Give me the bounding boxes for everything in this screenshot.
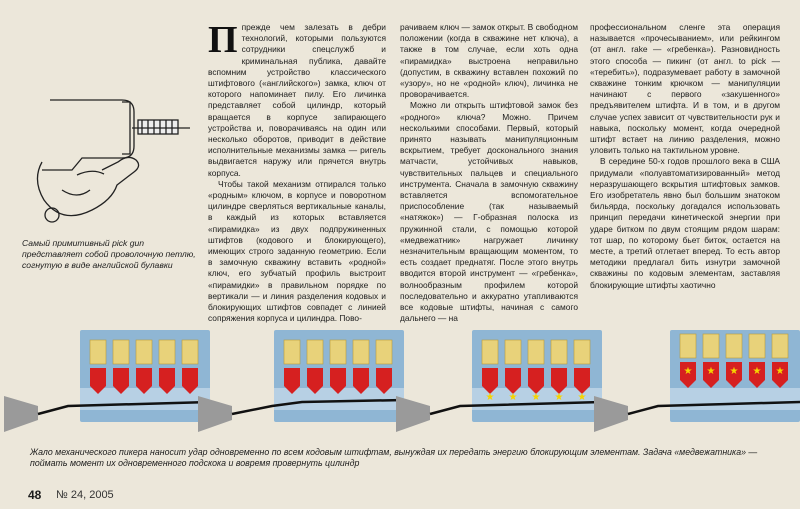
impact-star: ★ [775,366,785,377]
lock-diagram-band [0,322,800,462]
driver-pin [113,340,129,364]
impact-star: ★ [554,392,564,403]
paragraph: рачиваем ключ — замок открыт. В свободном положении (когда в скважине нет ключа), а также в том случае, если хоть одна «пирамидка» выстроена неправильно (допустим, в скважину вставлен похожий по «узору», но не «родной» ключ), личинка не проворачивается. [400,22,578,100]
impact-star: ★ [729,366,739,377]
driver-pin [551,340,567,364]
driver-pin [703,334,719,358]
driver-pin [772,334,788,358]
impact-star: ★ [706,366,716,377]
pick-tool-body [4,396,38,432]
driver-pin [90,340,106,364]
lock-diagram [594,330,800,432]
paragraph: Можно ли открыть штифтовой замок без «родного» ключа? Можно. Причем несколькими способами. Первый, который принято называть манипуляционным вскрытием, требует досконального знания матчасти, устойчивых навыков, чувствительных пальцев и специального инструмента. Сначала в замочную скважину вставляется вспомогательное приспособление (так называемый «натяжок») — Г-образная полоска из пружинной стали, с помощью которой «медвежатник» нагружает личинку незначительным вращающим моментом, то есть создает преднатяг. После этого внутрь вводится второй инструмент — «гребенка», волнообразным профилем которой последовательно и аккуратно утапливаются все кодовые штифты, начиная с самого дальнего — на [400,100,578,324]
article-column-2 [400,22,578,324]
pick-tool-body [594,396,628,432]
driver-pin [528,340,544,364]
paragraph: Ппрежде чем залезать в дебри технологий, которыми пользуются сотрудники спецслужб и криминальная публика, давайте вспомним устройство классического штифтового («английского») замка, ключ от которого напоминает пилу. Его личинка представляет собой цилиндр, который вращается в корпусе запирающего устройства и, поворачиваясь на один или несколько оборотов, приводит в действие исполнительные механизмы замка — ригель выдвигается наружу или прячется внутрь корпуса. [208,19,386,178]
issue-number: № 24, 2005 [56,489,114,501]
diagram-caption: Жало механического пикера наносит удар одновременно по всем кодовым штифтам, вынуждая их передать энергию блокирующим элементам. Задача «медвежатника» — поймать момент их одновременного подскока и вовремя провернуть цилиндр [30,447,758,468]
pick-tool-body [198,396,232,432]
article-column-3 [590,22,780,291]
driver-pin [482,340,498,364]
drop-cap: П [208,19,238,61]
lock-cylinder [670,388,800,410]
driver-pin [726,334,742,358]
paragraph: В середине 50-х годов прошлого века в США придумали «полуавтоматизированный» метод неразрушающего вскрытия штифтовых замков. Его изобретатель явно был большим знатоком бильярда, поскольку догадался использовать принцип передачи кинетической энергии при ударе битком по двум стоящим рядом шарам: тот шар, по которому бьет биток, остается на месте, а третий отлетает вперед. То есть автор методики предлагал бить изнутри замочной скважины по кодовым элементам, заставляя блокирующие штифты хаотично [590,156,780,290]
page-number: 48 [28,488,42,502]
driver-pin [159,340,175,364]
driver-pin [136,340,152,364]
driver-pin [376,340,392,364]
lock-diagram [396,330,602,432]
impact-star: ★ [683,366,693,377]
impact-star: ★ [577,392,587,403]
driver-pin [680,334,696,358]
driver-pin [749,334,765,358]
pick-gun-illustration [22,50,212,240]
driver-pin [182,340,198,364]
impact-star: ★ [531,392,541,403]
driver-pin [353,340,369,364]
paragraph: Чтобы такой механизм отпирался только «родным» ключом, в корпусе и поворотном цилиндре сверляться вертикальные каналы, в каждый из которых вставляется «пирамидка» из двух подпружиненных штифтов (кодового и блокирующего), имеющих строго заданную геометрию. Если в замочную скважину вставить «родной» ключ, его зубчатый профиль выстроит «пирамидки» в правильном порядке по вертикали — и линия разделения кодовых и блокирующих штифтов совпадет с линией сопряжения корпуса и цилиндра. Пово- [208,178,386,324]
driver-pin [574,340,590,364]
illustration-caption: Самый примитивный pick gun представляет собой проволочную петлю, согнутую в виде английской булавки [22,238,196,270]
driver-pin [284,340,300,364]
lock-diagram [198,330,404,432]
driver-pin [330,340,346,364]
driver-pin [505,340,521,364]
impact-star: ★ [752,366,762,377]
paragraph: профессиональном сленге эта операция называется «прочесыванием», или рейкингом (от англ. rake — «гребенка»). Разновидность этого способа — пикинг (от англ. to pick — «теребить»), подразумевает работу в замочной скважине тонким крючком — манипуляции начинают с первого «закушенного» предъявителем штифта. И в том, и в другом случае успех зависит от чувствительности рук и навыка, поскольку момент, когда очередной штифт встает на линию разделения, можно уловить только на тактильном уровне. [590,22,780,156]
impact-star: ★ [485,392,495,403]
driver-pin [307,340,323,364]
pick-tool-body [396,396,430,432]
article-column-1 [208,19,386,324]
impact-star: ★ [508,392,518,403]
lock-diagram [4,330,210,432]
